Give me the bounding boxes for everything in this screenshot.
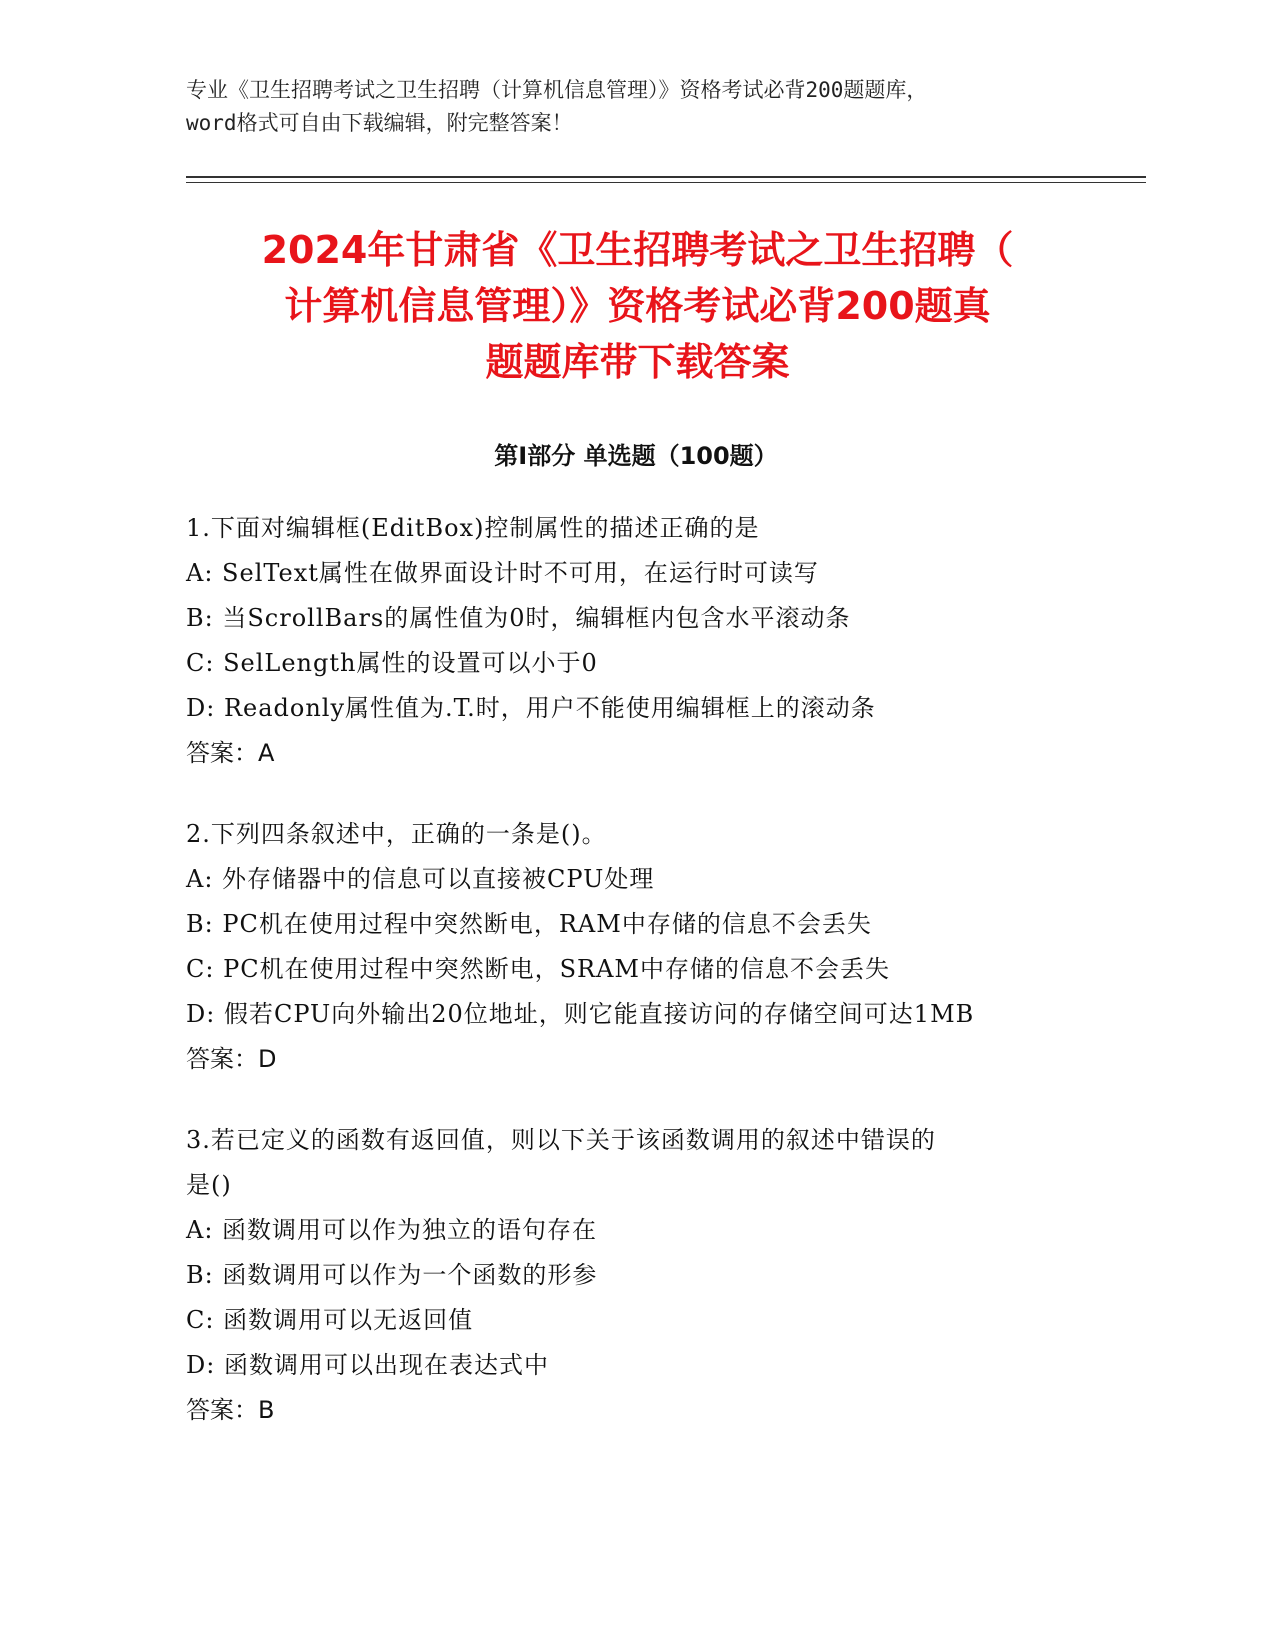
option-d: D: 假若CPU向外输出20位地址，则它能直接访问的存储空间可达1MB bbox=[186, 1000, 975, 1028]
option-b: B: 函数调用可以作为一个函数的形参 bbox=[186, 1261, 598, 1289]
question-1 bbox=[186, 506, 1086, 776]
option-a: A: SelText属性在做界面设计时不可用，在运行时可读写 bbox=[186, 559, 819, 587]
question-stem: 1.下面对编辑框(EditBox)控制属性的描述正确的是 bbox=[186, 514, 760, 542]
title-line-1: 2024年甘肃省《卫生招聘考试之卫生招聘（ bbox=[261, 228, 1014, 272]
option-b: B: 当ScrollBars的属性值为0时，编辑框内包含水平滚动条 bbox=[186, 604, 851, 632]
answer: 答案：D bbox=[186, 1045, 277, 1073]
option-c: C: SelLength属性的设置可以小于0 bbox=[186, 649, 598, 677]
header-divider-thin bbox=[186, 182, 1146, 183]
answer: 答案：B bbox=[186, 1396, 275, 1424]
answer: 答案：A bbox=[186, 739, 275, 767]
question-2 bbox=[186, 812, 1086, 1082]
option-c: C: 函数调用可以无返回值 bbox=[186, 1306, 474, 1334]
option-d: D: 函数调用可以出现在表达式中 bbox=[186, 1351, 549, 1379]
option-a: A: 外存储器中的信息可以直接被CPU处理 bbox=[186, 865, 655, 893]
question-3 bbox=[186, 1118, 1086, 1433]
header-note bbox=[186, 74, 1086, 140]
title-line-2: 计算机信息管理）》资格考试必背200题真 bbox=[284, 284, 991, 328]
option-c: C: PC机在使用过程中突然断电，SRAM中存储的信息不会丢失 bbox=[186, 955, 891, 983]
section-title: 第Ⅰ部分 单选题（100题） bbox=[494, 442, 778, 470]
header-note-line-1: 专业《卫生招聘考试之卫生招聘（计算机信息管理）》资格考试必背200题题库， bbox=[186, 78, 928, 102]
question-stem-line-2: 是() bbox=[186, 1171, 232, 1199]
option-b: B: PC机在使用过程中突然断电，RAM中存储的信息不会丢失 bbox=[186, 910, 872, 938]
header-note-line-2: word格式可自由下载编辑，附完整答案！ bbox=[186, 111, 573, 135]
question-stem: 2.下列四条叙述中，正确的一条是()。 bbox=[186, 820, 607, 848]
option-d: D: Readonly属性值为.T.时，用户不能使用编辑框上的滚动条 bbox=[186, 694, 876, 722]
question-stem-line-1: 3.若已定义的函数有返回值，则以下关于该函数调用的叙述中错误的 bbox=[186, 1126, 936, 1154]
title-line-3: 题题库带下载答案 bbox=[485, 340, 790, 384]
option-a: A: 函数调用可以作为独立的语句存在 bbox=[186, 1216, 598, 1244]
header-divider-thick bbox=[186, 176, 1146, 178]
document-title bbox=[150, 222, 1125, 390]
